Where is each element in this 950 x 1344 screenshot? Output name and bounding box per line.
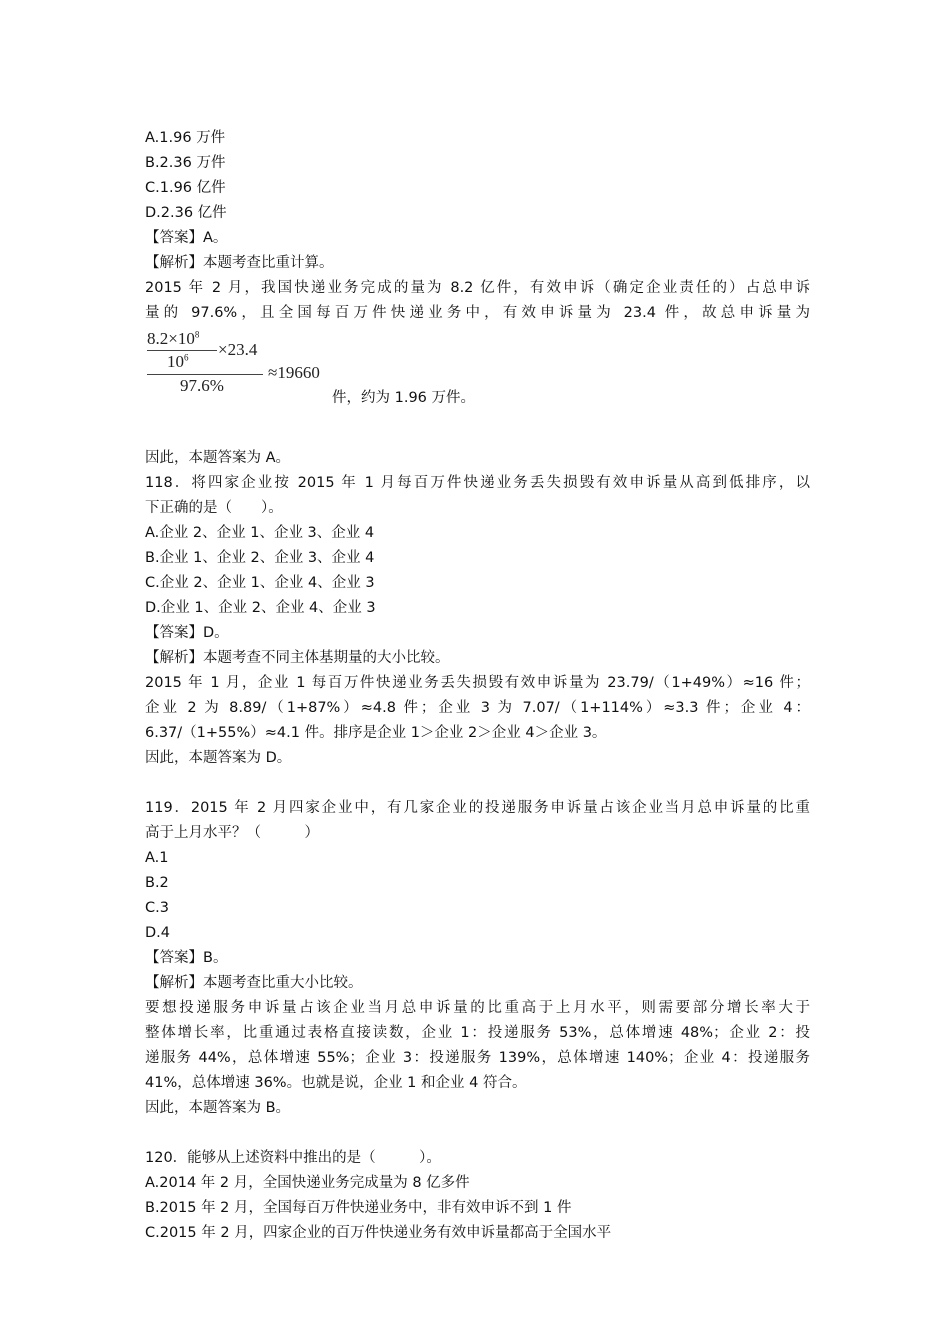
spacer	[145, 421, 810, 446]
spacer	[145, 1121, 810, 1146]
q119-option-d: D.4	[145, 925, 170, 941]
q118-option-b: B.企业 1、企业 2、企业 3、企业 4	[145, 550, 375, 566]
formula-inner-denominator: $10^6$	[167, 352, 189, 371]
q119-answer: 【答案】B。	[145, 950, 228, 966]
q119-body-line-4: 41%，总体增速 36%。也就是说，企业 1 和企业 4 符合。	[145, 1075, 527, 1091]
q119-body-line-3: 递服务 44%，总体增速 55%；企业 3：投递服务 139%，总体增速 140%；企业 4：投递服务	[145, 1050, 810, 1066]
q118-option-d: D.企业 1、企业 2、企业 4、企业 3	[145, 600, 376, 616]
q117-formula	[145, 326, 810, 421]
q120-option-a: A.2014 年 2 月，全国快递业务完成量为 8 亿多件	[145, 1175, 470, 1191]
spacer	[145, 771, 810, 796]
q119-stem-line-1: 119．2015 年 2 月四家企业中，有几家企业的投递服务申诉量占该企业当月总申诉量的比重	[145, 800, 810, 816]
q118-option-c: C.企业 2、企业 1、企业 4、企业 3	[145, 575, 375, 591]
q120-option-b: B.2015 年 2 月，全国每百万件快递业务中，非有效申诉不到 1 件	[145, 1200, 572, 1216]
formula-inner-fraction-bar	[147, 350, 217, 351]
formula-result: ≈19660	[268, 363, 320, 382]
formula-multiplier: ×23.4	[218, 340, 258, 359]
q117-formula-tail: 件，约为 1.96 万件。	[332, 390, 476, 406]
q119-option-c: C.3	[145, 900, 169, 916]
q119-option-a: A.1	[145, 850, 169, 866]
q118-answer: 【答案】D。	[145, 625, 229, 641]
q119-stem-line-2: 高于上月水平？（ ）	[145, 825, 319, 841]
q118-stem-line-2: 下正确的是（ ）。	[145, 500, 283, 516]
q117-option-c: C.1.96 亿件	[145, 180, 226, 196]
q119-option-b: B.2	[145, 875, 169, 891]
q118-stem-line-1: 118．将四家企业按 2015 年 1 月每百万件快递业务丢失损毁有效申诉量从高到低排序，以	[145, 475, 810, 491]
q117-analysis: 【解析】本题考查比重计算。	[145, 255, 334, 271]
q119-analysis: 【解析】本题考查比重大小比较。	[145, 975, 363, 991]
q120-stem: 120．能够从上述资料中推出的是（ ）。	[145, 1150, 441, 1166]
q118-option-a: A.企业 2、企业 1、企业 3、企业 4	[145, 525, 375, 541]
document-page	[145, 126, 810, 1246]
q117-body-line-1: 2015 年 2 月，我国快递业务完成的量为 8.2 亿件，有效申诉（确定企业责任的）占总申诉	[145, 280, 810, 296]
q117-option-d: D.2.36 亿件	[145, 205, 227, 221]
q117-option-b: B.2.36 万件	[145, 155, 226, 171]
q118-body-line-1: 2015 年 1 月，企业 1 每百万件快递业务丢失损毁有效申诉量为 23.79/（1+49%）≈16 件；	[145, 675, 810, 691]
q119-body-line-2: 整体增长率，比重通过表格直接读数，企业 1：投递服务 53%，总体增速 48%；企业 2：投	[145, 1025, 810, 1041]
q117-answer: 【答案】A。	[145, 230, 228, 246]
q117-body-line-2: 量的 97.6%，且全国每百万件快递业务中，有效申诉量为 23.4 件，故总申诉量为	[145, 305, 810, 321]
q117-option-a: A.1.96 万件	[145, 130, 226, 146]
formula-main-fraction-bar	[147, 374, 263, 375]
q119-conclusion: 因此，本题答案为 B。	[145, 1100, 291, 1116]
formula-denominator: 97.6%	[180, 376, 224, 395]
q118-body-line-3: 6.37/（1+55%）≈4.1 件。排序是企业 1＞企业 2＞企业 4＞企业 3。	[145, 725, 607, 741]
q118-conclusion: 因此，本题答案为 D。	[145, 750, 292, 766]
formula-numerator-top: $8.2\times 10^8$	[147, 329, 200, 348]
q120-option-c: C.2015 年 2 月，四家企业的百万件快递业务有效申诉量都高于全国水平	[145, 1225, 612, 1241]
q117-conclusion: 因此，本题答案为 A。	[145, 450, 291, 466]
q118-analysis: 【解析】本题考查不同主体基期量的大小比较。	[145, 650, 450, 666]
q117-options	[145, 126, 810, 226]
q118-body-line-2: 企业 2 为 8.89/（1+87%）≈4.8 件；企业 3 为 7.07/（1+114%）≈3.3 件；企业 4：	[145, 700, 810, 716]
q119-body-line-1: 要想投递服务申诉量占该企业当月总申诉量的比重高于上月水平，则需要部分增长率大于	[145, 1000, 810, 1016]
